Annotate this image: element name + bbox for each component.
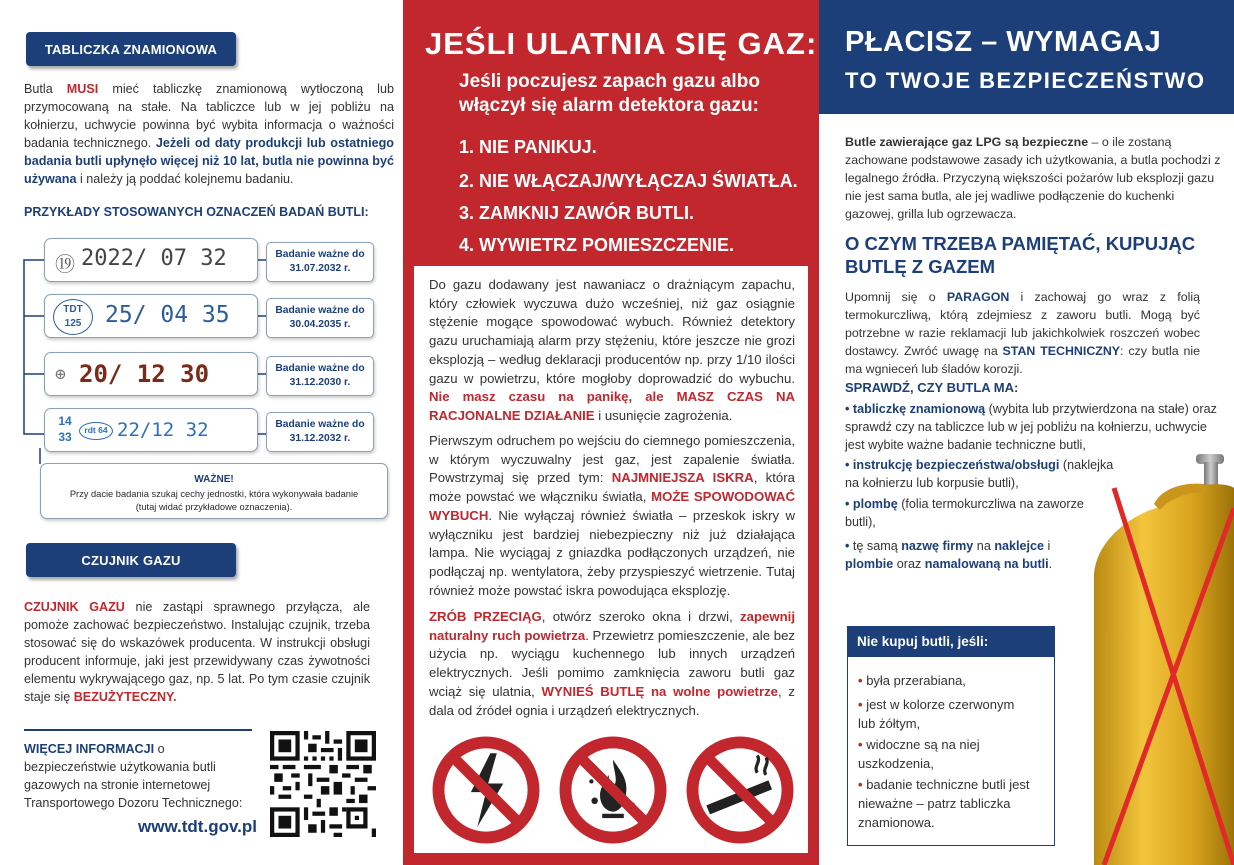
important-note	[40, 463, 388, 519]
right-header	[819, 0, 1234, 114]
example-note-1: Badanie ważne do 31.07.2032 r.	[266, 242, 374, 282]
stamp-mid-mark: rdt 64	[79, 422, 113, 440]
step-2: 2. NIE WŁĄCZAJ/WYŁĄCZAJ ŚWIATŁA.	[459, 171, 798, 191]
gas-sensor-paragraph: CZUJNIK GAZU nie zastąpi sprawnego przyłącza, ale pomoże zachować bezpieczeństwo. Instalując czujnik, trzeba stosować się do wskazówek producenta. W instrukcji obsługi producent informuje, jaki jest przewidywany czas żywotności elementu wykrywającego gaz, np. 5 lat. Po tym czasie czujnik staje się BEZUŻYTECZNY.	[24, 600, 370, 704]
nameplate-paragraph: Butla MUSI mieć tabliczkę znamionową wytłoczoną lub przymocowaną na stałe. Na tabliczce lub w jej pobliżu na kołnierzu, uchwycie powinna być wybita informacja o ważności badania technicznego. Jeżeli od daty produkcji lub ostatniego badania butli upłynęło więcej niż 10 lat, butla nie powinna być używana i należy ją poddać kolejnemu badaniu.	[24, 82, 394, 186]
example-stamp-3	[44, 352, 258, 396]
no-open-flame-icon	[559, 736, 667, 844]
no-electricity-icon	[432, 736, 540, 844]
tdt-website-link[interactable]: www.tdt.gov.pl	[138, 817, 257, 836]
example-note-4: Badanie ważne do 31.12.2032 r.	[266, 412, 374, 452]
no-smoking-icon	[686, 736, 794, 844]
gas-sensor-tab: CZUJNIK GAZU	[26, 543, 236, 577]
ventilation-paragraph: ZRÓB PRZECIĄG, otwórz szeroko okna i drzwi, zapewnij naturalny ruch powietrza. Przewietrz pomieszczenie, ale bez użycia np. wyciągu kuchennego lub innych urządzeń elektrycznych. Jeśli pomimo zamknięcia zaworu butli gaz wciąż się ulatnia, WYNIEŚ BUTLĘ na wolne powietrze, z dala od źródeł ognia i urządzeń elektrycznych.	[429, 609, 795, 718]
do-not-buy-item-1: • była przerabiana,	[858, 673, 966, 688]
example-stamp-1	[44, 238, 258, 282]
lpg-intro-paragraph: Butle zawierające gaz LPG są bezpieczne – o ile zostaną zachowane podstawowe zasady ich użytkowania, a butla pochodzi z legalnego źródła. Przyczyną większości pożarów lub eksplozji gazu nie jest sama butla, ale jej wadliwe podłączenie do kuchenki gazowej, grilla lub ogrzewacza.	[845, 135, 1221, 221]
do-not-buy-title: Nie kupuj butli, jeśli:	[848, 627, 1054, 657]
check-item-2: • instrukcję bezpieczeństwa/obsługi (naklejka na kołnierzu lub korpusie butli),	[845, 458, 1114, 490]
qr-code-icon[interactable]	[270, 731, 376, 837]
do-not-buy-item-2: • jest w kolorze czerwonym lub żółtym,	[858, 697, 1015, 731]
check-item-3: • plombę (folia termokurczliwa na zaworze butli),	[845, 497, 1084, 529]
examples-title: PRZYKŁADY STOSOWANYCH OZNACZEŃ BADAŃ BUTLI:	[24, 205, 369, 219]
right-title-2: TO TWOJE BEZPIECZEŃSTWO	[845, 68, 1206, 93]
step-1: 1. NIE PANIKUJ.	[459, 137, 597, 157]
example-stamp-4	[44, 408, 258, 452]
stamp-text: 25/ 04 35	[105, 302, 230, 328]
odorant-paragraph: Do gazu dodawany jest nawaniacz o drażniącym zapachu, który człowiek wyczuwa dużo wcześniej, niż gaz osiągnie stężenie mogące spowodować wybuch. Również detektory gazu uruchamiają alarm przy stężeniu, które jeszcze nie grozi eksplozją – według deklaracji producentów np. przy 1/10 ilości gazu w powietrzu, które mogłoby doprowadzić do wybuchu. Nie masz czasu na panikę, ale MASZ CZAS NA RACJONALNE DZIAŁANIE i usunięcie zagrożenia.	[429, 277, 795, 423]
example-note-2: Badanie ważne do 30.04.2035 r.	[266, 298, 374, 338]
important-title: WAŻNE!	[194, 474, 234, 485]
stamp-mark: ⑲	[55, 252, 75, 276]
left-column	[0, 0, 403, 865]
receipt-paragraph: Upomnij się o PARAGON i zachowaj go wraz z folią termokurczliwą, którą zdejmiesz z zaworu butli. Mogą być potrzebne w razie reklamacji lub jakichkolwiek roszczeń wobec dostawcy. Zwróć uwagę na STAN TECHNICZNY: czy butla nie ma wgnieceń lub śladów korozji.	[845, 290, 1200, 376]
stamp-text: 20/ 12 30	[79, 360, 210, 388]
step-4: 4. WYWIETRZ POMIESZCZENIE.	[459, 235, 735, 255]
example-note-3: Badanie ważne do 31.12.2030 r.	[266, 356, 374, 396]
divider	[24, 729, 252, 731]
step-3: 3. ZAMKNIJ ZAWÓR BUTLI.	[459, 203, 694, 223]
important-text: Przy dacie badania szukaj cechy jednostki, która wykonywała badanie (tutaj widać przykładowe oznaczenia).	[69, 489, 359, 512]
example-stamp-2	[44, 294, 258, 338]
stamp-mark: ⊕	[55, 364, 66, 385]
right-title-1: PŁACISZ – WYMAGAJ	[845, 26, 1162, 58]
stamp-text: 2022/ 07 32	[81, 246, 227, 271]
middle-column	[403, 0, 819, 865]
stamp-text: 22/12 32	[117, 419, 209, 441]
right-column	[819, 0, 1234, 865]
stamp-mark: TDT 125	[53, 299, 93, 335]
do-not-buy-item-3: • widoczne są na niej uszkodzenia,	[858, 737, 980, 771]
check-item-1: • tabliczkę znamionową (wybita lub przytwierdzona na stałe) oraz sprawdź czy na tabliczce lub w jej pobliżu na kołnierzu, uchwycie jest wybite ważne badanie techniczne butli,	[845, 402, 1217, 452]
do-not-buy-item-4: • badanie techniczne butli jest nieważne – patrz tabliczka znamionowa.	[858, 777, 1030, 830]
check-title: SPRAWDŹ, CZY BUTLA MA:	[845, 380, 1019, 395]
gas-cylinder-icon	[1094, 448, 1234, 865]
nameplate-tab: TABLICZKA ZNAMIONOWA	[26, 32, 236, 66]
spark-paragraph: Pierwszym odruchem po wejściu do ciemnego pomieszczenia, w którym wyczuwalny jest gaz, jest zapalenie światła. Powstrzymaj się przed tym: NAJMNIEJSZA ISKRA, która może powstać we włączniku światła, MOŻE SPOWODOWAĆ WYBUCH. Nie wyłączaj również światła – przeskok iskry w wyłączniku jest bardziej niebezpieczny niż już działająca lampa. Nie wyciągaj z gniazdka podłączonych urządzeń, nie podłączaj np. wentylatora, żeby przyspieszyć wietrzenie. Tutaj również może powstać iskra powodująca eksplozję.	[429, 433, 795, 598]
gas-leak-panel	[414, 266, 808, 853]
do-not-buy-box	[847, 626, 1055, 846]
stamp-mark: 14 33	[58, 414, 72, 444]
buying-tips-heading: O CZYM TRZEBA PAMIĘTAĆ, KUPUJĄC BUTLĘ Z GAZEM	[845, 233, 1196, 277]
gas-leak-subtitle: Jeśli poczujesz zapach gazu albo włączył się alarm detektora gazu:	[459, 71, 760, 116]
check-item-4: • tę samą nazwę firmy na naklejce i plombie oraz namalowaną na butli.	[845, 539, 1053, 571]
gas-leak-title: JEŚLI ULATNIA SIĘ GAZ:	[425, 26, 818, 61]
more-info-paragraph: WIĘCEJ INFORMACJI o bezpieczeństwie użytkowania butli gazowych na stronie internetowej Transportowego Dozoru Technicznego:	[24, 742, 243, 810]
